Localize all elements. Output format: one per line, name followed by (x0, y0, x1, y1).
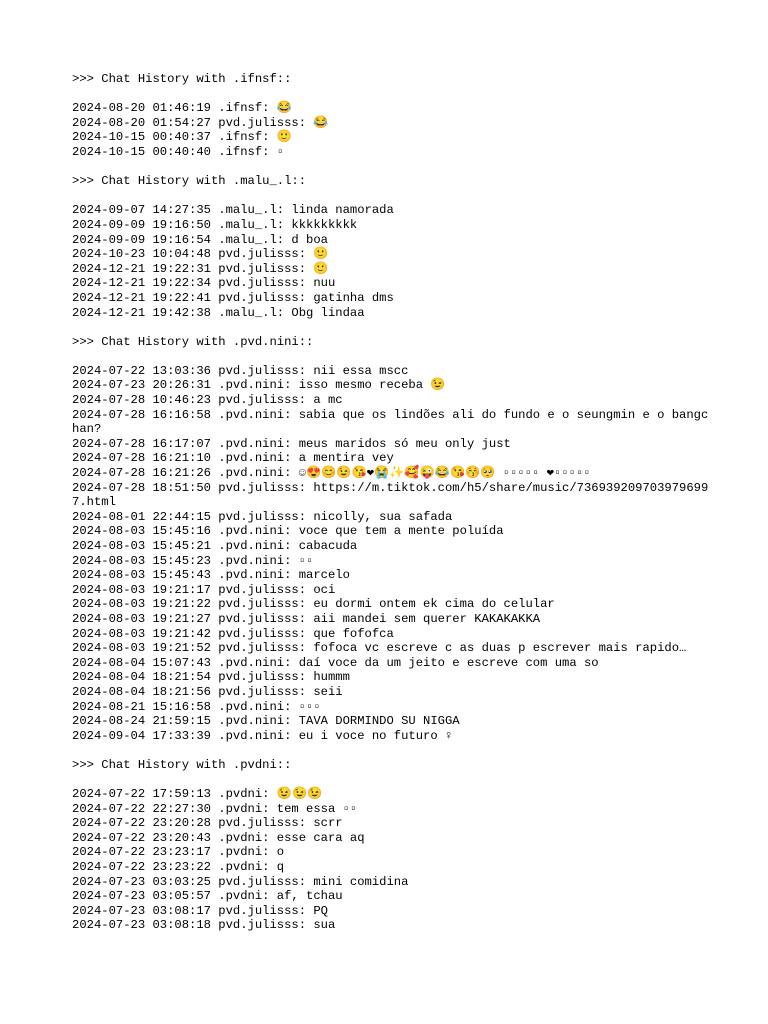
chat-message-line: 2024-08-20 01:54:27 pvd.julisss: 😂 (72, 115, 329, 130)
chat-section-heading: >>> Chat History with .ifnsf:: (72, 72, 292, 86)
chat-section-heading: >>> Chat History with .malu_.l:: (72, 174, 307, 189)
chat-message-line: 2024-07-23 03:05:57 .pvdni: af, tchau (72, 889, 343, 904)
chat-message-line: 2024-08-03 19:21:52 pvd.julisss: fofoca vc escreve c as duas p escrever mais rapido… (72, 641, 687, 656)
chat-section (72, 758, 712, 933)
chat-message-line: 2024-07-22 13:03:36 pvd.julisss: nii essa mscc (72, 363, 409, 378)
chat-section-heading: >>> Chat History with .pvd.nini:: (72, 334, 314, 349)
chat-history-document (72, 72, 712, 948)
chat-message-line: 2024-08-04 18:21:54 pvd.julisss: hummm (72, 670, 350, 685)
chat-message-line: 2024-07-22 23:20:43 .pvdni: esse cara aq (72, 830, 365, 845)
chat-message-line: 2024-07-22 22:27:30 .pvdni: tem essa ▫▫ (72, 801, 358, 816)
chat-message-line: 2024-07-28 10:46:23 pvd.julisss: a mc (72, 393, 343, 408)
chat-message-line: 2024-07-28 18:51:50 pvd.julisss: https://m.tiktok.com/h5/share/music/7369392097039796997.html (72, 480, 709, 510)
chat-message-line: 2024-12-21 19:22:31 pvd.julisss: 🙂 (72, 261, 329, 276)
chat-section-heading: >>> Chat History with .pvdni:: (72, 757, 292, 772)
chat-message-line: 2024-08-04 18:21:56 pvd.julisss: seii (72, 684, 343, 699)
chat-message-line: 2024-08-03 15:45:23 .pvd.nini: ▫▫ (72, 553, 314, 568)
chat-message-line: 2024-07-28 16:21:10 .pvd.nini: a mentira vey (72, 451, 394, 466)
chat-message-line: 2024-07-23 03:03:25 pvd.julisss: mini comidina (72, 874, 409, 889)
chat-message-line: 2024-07-28 16:17:07 .pvd.nini: meus maridos só meu only just (72, 436, 511, 451)
chat-message-line: 2024-12-21 19:22:34 pvd.julisss: nuu (72, 276, 336, 291)
chat-message-line: 2024-10-15 00:40:37 .ifnsf: 🙂 (72, 130, 292, 145)
chat-message-line: 2024-09-09 19:16:50 .malu_.l: kkkkkkkkk (72, 217, 358, 232)
chat-message-line: 2024-08-03 15:45:21 .pvd.nini: cabacuda (72, 539, 358, 553)
chat-message-line: 2024-08-03 19:21:17 pvd.julisss: oci (72, 582, 336, 597)
chat-section (72, 335, 712, 744)
chat-message-line: 2024-09-04 17:33:39 .pvd.nini: eu i voce no futuro ♀ (72, 728, 453, 743)
chat-message-line: 2024-07-22 23:23:17 .pvdni: o (72, 845, 285, 860)
chat-message-line: 2024-08-03 15:45:16 .pvd.nini: voce que tem a mente poluída (72, 524, 504, 539)
chat-message-line: 2024-10-23 10:04:48 pvd.julisss: 🙂 (72, 247, 329, 262)
chat-message-line: 2024-08-03 19:21:27 pvd.julisss: aii mandei sem querer KAKAKAKKA (72, 611, 541, 626)
chat-message-line: 2024-08-01 22:44:15 pvd.julisss: nicolly, sua safada (72, 509, 453, 524)
chat-message-line: 2024-08-24 21:59:15 .pvd.nini: TAVA DORMINDO SU NIGGA (72, 714, 460, 729)
chat-message-line: 2024-07-23 03:08:18 pvd.julisss: sua (72, 918, 336, 933)
chat-section (72, 72, 712, 160)
chat-message-line: 2024-08-03 15:45:43 .pvd.nini: marcelo (72, 568, 350, 583)
chat-message-line: 2024-12-21 19:42:38 .malu_.l: Obg lindaa (72, 305, 365, 320)
chat-message-line: 2024-07-28 16:21:26 .pvd.nini: ☺😍😊😉😘❤😭✨🥰😜😂😘😚🥺 ▫▫▫▫▫ ❤▫▫▫▫▫ (72, 466, 591, 481)
chat-message-line: 2024-08-21 15:16:58 .pvd.nini: ▫▫▫ (72, 699, 321, 714)
chat-message-line: 2024-07-22 23:23:22 .pvdni: q (72, 860, 285, 875)
chat-message-line: 2024-08-04 15:07:43 .pvd.nini: daí voce da um jeito e escreve com uma so (72, 655, 599, 670)
chat-message-line: 2024-08-03 19:21:22 pvd.julisss: eu dormi ontem ek cima do celular (72, 597, 555, 612)
chat-message-line: 2024-07-22 17:59:13 .pvdni: 😉😉😉 (72, 787, 323, 802)
chat-message-line: 2024-07-22 23:20:28 pvd.julisss: scrr (72, 816, 343, 831)
chat-message-line: 2024-07-23 03:08:17 pvd.julisss: PQ (72, 903, 328, 918)
chat-message-line: 2024-07-23 20:26:31 .pvd.nini: isso mesmo receba 😉 (72, 378, 446, 393)
chat-message-line: 2024-09-09 19:16:54 .malu_.l: d boa (72, 232, 328, 247)
chat-message-line: 2024-09-07 14:27:35 .malu_.l: linda namorada (72, 203, 394, 218)
chat-message-line: 2024-12-21 19:22:41 pvd.julisss: gatinha dms (72, 290, 394, 305)
chat-message-line: 2024-10-15 00:40:40 .ifnsf: ▫ (72, 144, 285, 159)
chat-message-line: 2024-08-20 01:46:19 .ifnsf: 😂 (72, 101, 292, 116)
chat-section (72, 174, 712, 320)
chat-message-line: 2024-08-03 19:21:42 pvd.julisss: que fofofca (72, 626, 394, 641)
chat-message-line: 2024-07-28 16:16:58 .pvd.nini: sabia que os lindões ali do fundo e o seungmin e o bangchan? (72, 407, 709, 437)
